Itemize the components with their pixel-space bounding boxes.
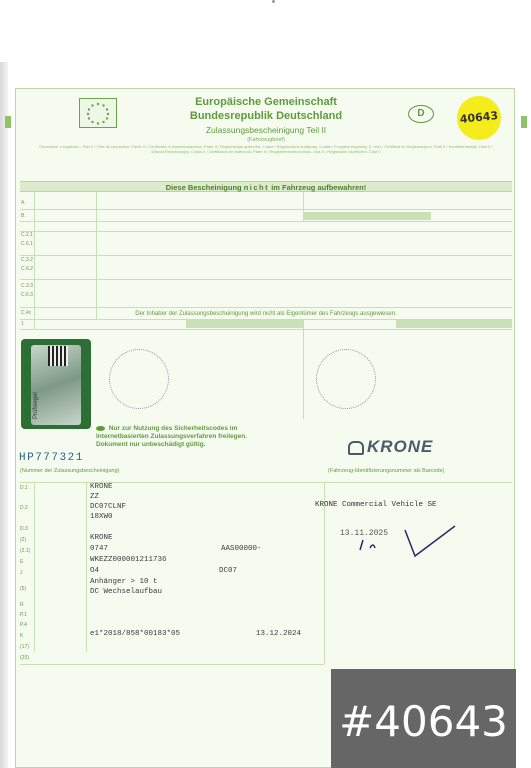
divider: [86, 482, 87, 652]
sticker-number: 40643: [459, 109, 499, 126]
issue-date: 13.11.2025: [340, 529, 389, 538]
title-eu: Europäische Gemeinschaft: [195, 96, 337, 108]
code-c32: C.3.2: [21, 257, 33, 263]
document-number-caption: (Nummer der Zulassungsbescheinigung): [20, 468, 120, 474]
security-note: [96, 425, 276, 449]
divider: [20, 221, 512, 222]
listing-badge-text: #40643: [339, 697, 508, 746]
ownership-note: Der Inhaber der Zulassungsbescheinigung wird nicht als Eigentümer des Fahrzeugs ausgewiesen.: [135, 311, 397, 317]
warning-prefix: Diese Bescheinigung: [165, 183, 242, 192]
divider: [34, 482, 35, 652]
row-code: P.4: [20, 622, 27, 628]
document-number: HP777321: [19, 452, 84, 464]
code-b: B.: [21, 213, 26, 219]
warning-suffix: im Fahrzeug aufbewahren!: [271, 183, 367, 192]
stamp-circle: [316, 349, 376, 409]
body-desc-value: DC Wechselaufbau: [90, 588, 163, 596]
krone-logo: [348, 437, 464, 459]
row-code: (2): [20, 537, 27, 543]
tsn-value: AAS00000-: [221, 545, 262, 553]
row-code: K: [20, 633, 24, 639]
row-code: (5): [20, 586, 27, 592]
divider: [20, 255, 512, 256]
code-c62: C.6.2: [21, 266, 33, 272]
scan-dot: [272, 0, 275, 3]
stamp-circle: [109, 349, 169, 409]
divider: [20, 231, 512, 232]
row-code: D.2: [20, 505, 28, 511]
scan-edge: [0, 62, 8, 768]
divider: [96, 192, 97, 319]
code-1: 1: [21, 321, 24, 327]
make-value: KRONE: [90, 483, 113, 491]
vehicle-type-value: Anhänger > 10 t: [90, 578, 158, 586]
code-c63: C.6.3: [21, 292, 33, 298]
hologram-seal: [21, 339, 91, 429]
type-approval-value: e1*2018/858*00183*05: [90, 630, 181, 638]
row-code: E: [20, 559, 24, 565]
multilingual-fine-print: Osvedčení o registraci - Part II / Titre de circulation, Partie II / Certificato di immatricolazione, Parte II / Reģistrācijas apliecība, II daļa / Registracijos liudijimas, II dalis / Forgalmi engedély, II. rész / Ċertifikat ta' Reġistrazzjoni, Parti II / Kentekenbewijs, Deel II / Dowód Rejestracyjny, Część II / Certificado de Matrícula, Parte II / Registreerimistunnistus, Osa II / Registrační osvědčení, Část II: [39, 144, 493, 154]
crown-icon: [348, 441, 364, 455]
divider: [20, 664, 324, 665]
right-tab-mark: [521, 116, 527, 128]
listing-badge: [331, 669, 516, 768]
registration-document: [15, 88, 515, 768]
shaded-cell: [396, 320, 512, 328]
row-code: (17): [20, 644, 29, 650]
warning-emphasis: nicht: [243, 183, 270, 192]
divider: [303, 319, 304, 419]
barcode-caption: (Fahrzeug-Identifizierungsnummer als Barcode): [328, 468, 445, 474]
vin-value: WKEZZ000001211736: [90, 556, 167, 564]
version-value: 18XW0: [90, 513, 113, 521]
divider: [324, 482, 325, 664]
body-value: DC07: [219, 567, 238, 575]
hsn-value: 0747: [90, 545, 109, 553]
row-code: J: [20, 570, 23, 576]
security-note-text: Nur zur Nutzung des Sicherheitscodes im Internetbasierten Zulassungsverfahren freilegen. Dokument nur unbeschädigt gültig.: [96, 425, 247, 448]
qr-code-icon: [48, 346, 68, 366]
code-c61: C.6.1: [21, 241, 33, 247]
manufacturer-full: KRONE Commercial Vehicle SE: [315, 501, 437, 509]
warning-bar: [20, 181, 512, 192]
country-code-oval: D: [408, 105, 434, 123]
divider: [34, 192, 35, 329]
type-value: ZZ: [90, 493, 100, 501]
code-c4c: C.4c: [21, 310, 32, 316]
row-code: (2.1): [20, 548, 31, 554]
hologram-text: Prüfsiegel: [33, 392, 39, 419]
document-header: [16, 89, 516, 181]
shaded-cell: [186, 320, 303, 328]
divider: [20, 209, 512, 210]
title-country: Bundesrepublik Deutschland: [189, 110, 343, 122]
class-value: O4: [90, 567, 100, 575]
code-c33: C.3.3: [21, 283, 33, 289]
row-code: R: [20, 602, 24, 608]
title-document: Zulassungsbescheinigung Teil II: [205, 125, 327, 135]
divider: [20, 329, 512, 330]
eye-icon: [96, 426, 105, 431]
signature: [345, 520, 465, 560]
title-subtitle: (Fahrzeugbrief): [247, 137, 285, 143]
row-code: D.1: [20, 485, 28, 491]
code-c21: C.2.1: [21, 232, 33, 238]
row-code: P.1: [20, 612, 27, 618]
krone-logo-text: KRONE: [367, 437, 434, 456]
row-code: (25): [20, 655, 29, 661]
row-code: D.3: [20, 526, 28, 532]
shaded-cell: [303, 212, 431, 220]
variant-value: DC07CLNF: [90, 503, 127, 511]
divider: [20, 307, 512, 308]
left-tab-mark: [5, 116, 11, 128]
code-a: A.: [21, 200, 26, 206]
divider: [20, 279, 512, 280]
number-sticker: [457, 96, 501, 140]
manufacturer-short-value: KRONE: [90, 534, 113, 542]
approval-date-value: 13.12.2024: [256, 630, 302, 638]
